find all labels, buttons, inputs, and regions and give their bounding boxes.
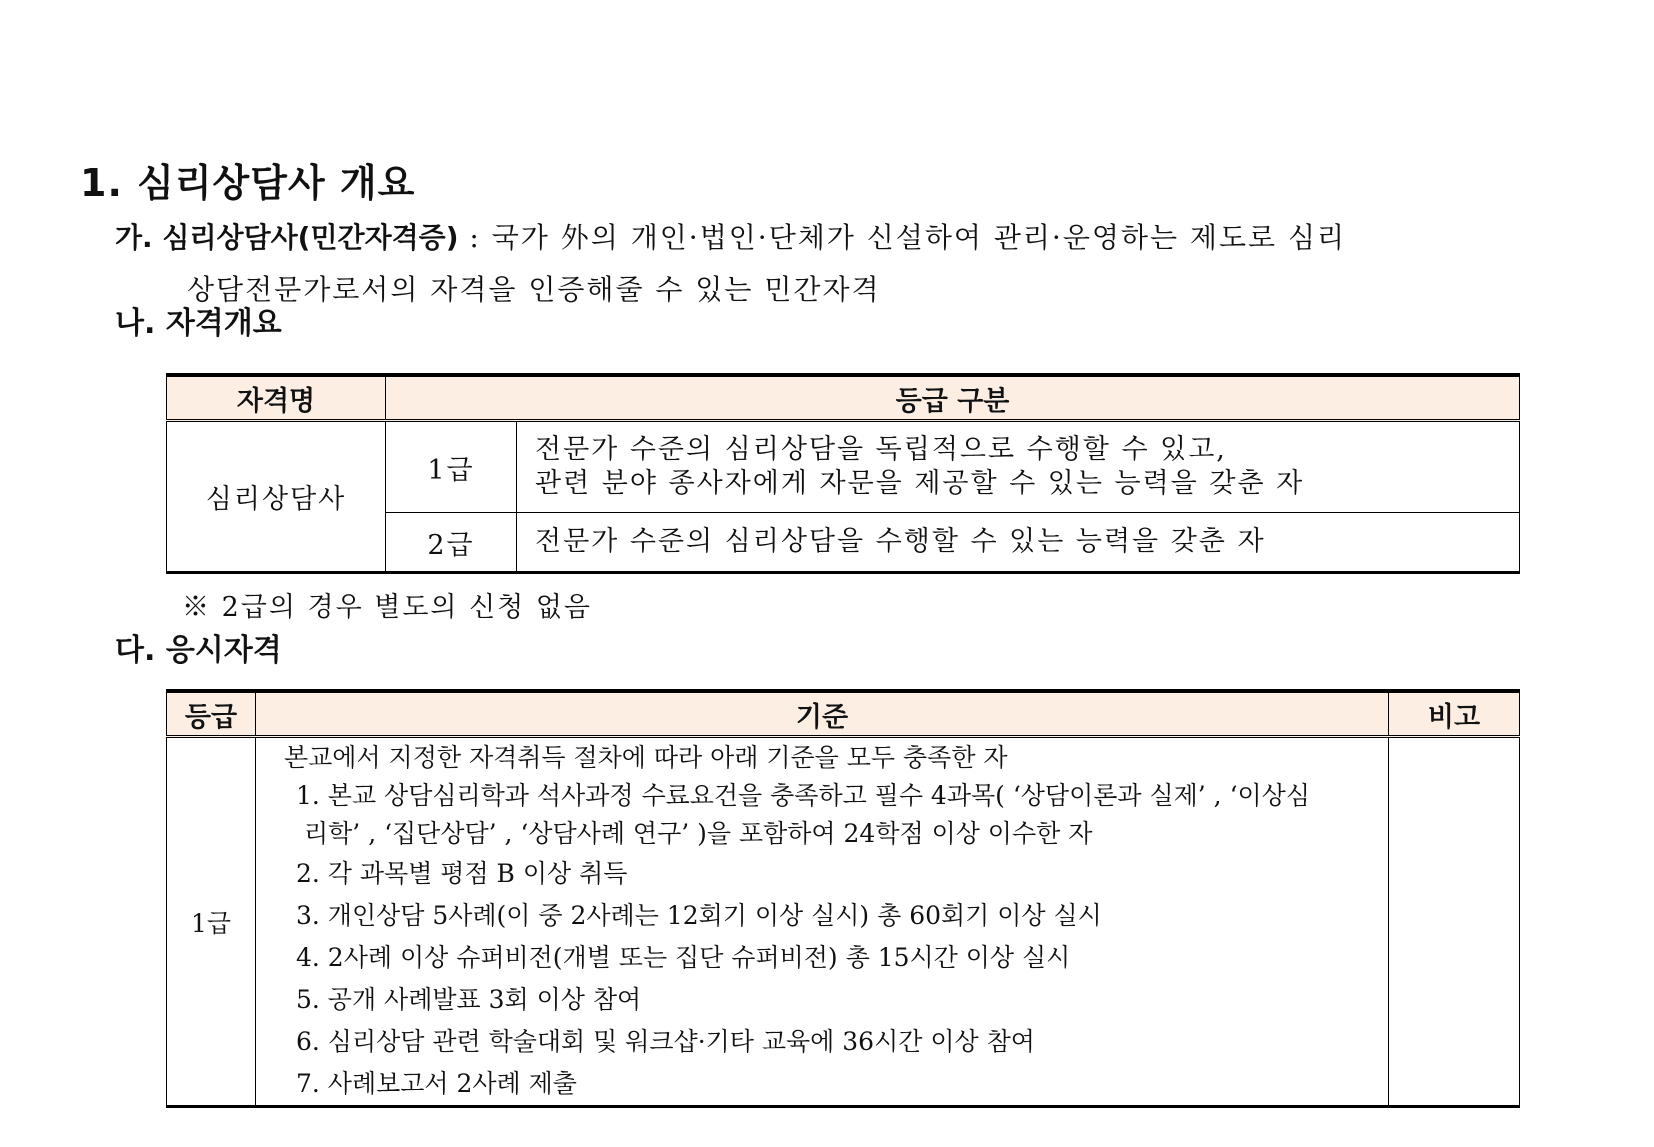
eligibility-header-row	[167, 691, 1520, 737]
criteria-intro: 본교에서 지정한 자격취득 절차에 따라 아래 기준을 모두 충족한 자	[284, 742, 1008, 772]
eligibility-row	[167, 737, 1520, 1107]
section-ga-text-line1: : 국가 外의 개인·법인·단체가 신설하여 관리·운영하는 제도로 심리	[458, 221, 1347, 254]
criteria-item: 1. 본교 상담심리학과 석사과정 수료요건을 충족하고 필수 4과목( ‘상담이론과 실제’ , ‘이상심	[296, 780, 1310, 810]
overview-row-1	[167, 421, 1520, 513]
criteria-item: 리학’ , ‘집단상담’ , ‘상담사례 연구’ )을 포함하여 24학점 이상 이수한 자	[304, 818, 1093, 848]
criteria-item: 4. 2사례 이상 슈퍼비전(개별 또는 집단 슈퍼비전) 총 15시간 이상 실시	[296, 942, 1071, 972]
page-title: 1. 심리상담사 개요	[80, 161, 416, 205]
eligibility-grade: 1급	[167, 737, 256, 1107]
grade-cell: 1급	[386, 421, 517, 513]
eligibility-criteria	[256, 737, 1389, 1107]
grade-description-line: 관련 분야 종사자에게 자문을 제공할 수 있는 능력을 갖춘 자	[535, 468, 1305, 499]
overview-table	[166, 373, 1520, 574]
grade-description	[517, 421, 1520, 513]
eligibility-header-remark: 비고	[1389, 691, 1520, 737]
section-ga-label: 가. 심리상담사(민간자격증)	[115, 221, 459, 254]
overview-header-grade: 등급 구분	[386, 375, 1520, 421]
section-na-label: 나. 자격개요	[115, 306, 282, 341]
criteria-item: 7. 사례보고서 2사례 제출	[296, 1068, 577, 1098]
grade-description	[517, 513, 1520, 573]
qualification-name: 심리상담사	[167, 421, 386, 573]
eligibility-remark	[1389, 737, 1520, 1107]
criteria-item: 6. 심리상담 관련 학술대회 및 워크샵·기타 교육에 36시간 이상 참여	[296, 1026, 1035, 1056]
grade-description-line: 전문가 수준의 심리상담을 수행할 수 있는 능력을 갖춘 자	[535, 526, 1266, 557]
criteria-item: 5. 공개 사례발표 3회 이상 참여	[296, 984, 642, 1014]
note: ※ 2급의 경우 별도의 신청 없음	[182, 592, 592, 623]
eligibility-header-grade: 등급	[167, 691, 256, 737]
grade-description-line: 전문가 수준의 심리상담을 독립적으로 수행할 수 있고,	[535, 434, 1227, 465]
overview-header-row	[167, 375, 1520, 421]
section-ga	[115, 212, 1575, 316]
section-da-label: 다. 응시자격	[115, 633, 282, 668]
criteria-item: 2. 각 과목별 평점 B 이상 취득	[296, 858, 628, 888]
eligibility-header-criteria: 기준	[256, 691, 1389, 737]
section-ga-text-line2: 상담전문가로서의 자격을 인증해줄 수 있는 민간자격	[187, 273, 881, 306]
criteria-item: 3. 개인상담 5사례(이 중 2사례는 12회기 이상 실시) 총 60회기 이상 실시	[296, 900, 1102, 930]
grade-cell: 2급	[386, 513, 517, 573]
eligibility-table	[166, 689, 1520, 1108]
overview-header-name: 자격명	[167, 375, 386, 421]
